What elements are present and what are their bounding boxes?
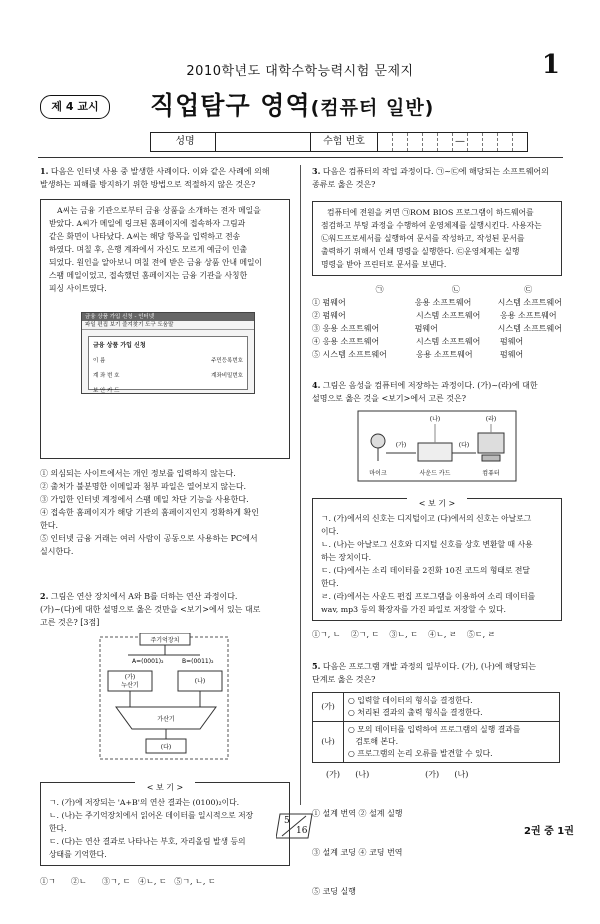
q3-cell: 시스템 소프트웨어 (416, 311, 481, 320)
q3-choice-row[interactable] (312, 348, 562, 361)
question-2 (40, 590, 290, 629)
q3-box-line: 점검하고 부팅 과정을 수행하여 운영체제를 실행시킨다. 사용자는 (321, 221, 542, 230)
q3-stem-1: 다음은 컴퓨터의 작업 과정이다. ㉠~㉢에 해당되는 소프트웨어의 (322, 167, 549, 176)
q3-head: ㉢ (524, 285, 533, 294)
q2-bogi-item: ㄷ. (다)는 연산 결과로 나타나는 부호, 자리올림 발생 등의 (49, 837, 246, 846)
q3-column-heads (312, 284, 562, 296)
exam-no-cell[interactable] (393, 133, 408, 151)
q3-box-line: 명령을 받아 프린터로 문서를 보낸다. (321, 260, 447, 269)
q4-number: 4. (312, 380, 321, 390)
q4-stem-1: 그림은 음성을 컴퓨터에 저장하는 과정이다. (가)~(라)에 대한 (322, 381, 538, 390)
accumulator-label: 누산기 (121, 682, 139, 689)
q1-box-line: 스팸 메일이었고, 접속했던 홈페이지는 금융 기관을 사칭한 (49, 271, 248, 280)
q3-choice-row[interactable] (312, 335, 562, 348)
q1-box-line: 받았다. A씨가 메일에 링크된 홈페이지에 접속하자 그림과 (49, 219, 246, 228)
q1-choice[interactable]: 한다. (40, 521, 58, 530)
q4-bogi-item: 이다. (321, 527, 339, 536)
window-menu: 파일 편집 보기 즐겨찾기 도구 도움말 (82, 321, 254, 330)
q5-choices (312, 781, 562, 924)
adder-label: 가산기 (157, 716, 175, 723)
name-exam-bar (150, 132, 528, 152)
mic-caption: 마이크 (369, 470, 387, 477)
exam-no-label: 수험 번호 (310, 133, 378, 151)
question-4 (312, 379, 562, 405)
computer-caption: 컴퓨터 (482, 470, 500, 477)
q2-stem-3: 고른 것은? [3점] (40, 618, 100, 627)
q2-choices[interactable]: ①ㄱ ②ㄴ ③ㄱ, ㄷ ④ㄴ, ㄷ ⑤ㄱ, ㄴ, ㄷ (40, 877, 216, 886)
form-label-security: 보 안 카 드 (93, 388, 120, 394)
form-label-account: 계 좌 번 호 (93, 373, 120, 379)
subject-sub: (컴퓨터 일반) (310, 97, 435, 119)
q5-choice-row[interactable]: ① 설계 번역 ② 설계 실행 (312, 809, 403, 818)
q3-cell: ① 펌웨어 (312, 298, 346, 307)
phishing-form (88, 336, 248, 394)
status-register-mark: (다) (160, 744, 172, 751)
q4-bogi-item: ㄹ. (라)에서는 사운드 편집 프로그램을 이용하여 소리 데이터를 (321, 592, 536, 601)
exam-no-cell[interactable] (483, 133, 498, 151)
q1-choices (40, 467, 290, 558)
form-label-id: 주민등록번호 (211, 358, 243, 364)
q3-cell: 응용 소프트웨어 (414, 298, 472, 307)
q3-cell: 응용 소프트웨어 (500, 311, 557, 320)
q3-cell: 응용 소프트웨어 (416, 350, 473, 359)
q4-bogi-item: ㄷ. (다)에서는 소리 데이터를 2진화 10진 코드의 형태로 전달 (321, 566, 530, 575)
page-number: 1 (541, 50, 560, 80)
form-label-name: 이 름 (93, 358, 106, 364)
exam-no-cell[interactable] (498, 133, 513, 151)
q3-cell: ② 펌웨어 (312, 311, 346, 320)
q3-box-line: ㉡워드프로세서를 실행하여 문서를 작성하고, 작성된 문서를 (321, 234, 525, 243)
header-rule (38, 157, 563, 158)
main-memory-label: 주기억장치 (150, 637, 180, 644)
exam-no-cell[interactable] (438, 133, 453, 151)
page-indicator (276, 812, 316, 840)
q5-na-line: ○ 모의 데이터를 입력하여 프로그램의 실행 결과를 (348, 725, 521, 734)
q3-cell: 시스템 소프트웨어 (497, 324, 562, 333)
name-field[interactable] (216, 133, 310, 151)
q2-bogi-item: ㄴ. (나)는 주기억장치에서 읽어온 데이터를 일시적으로 저장 (49, 811, 254, 820)
q5-table (312, 692, 560, 763)
q5-label-na: (나) (313, 722, 344, 763)
window-titlebar: 금융 상품 가입 신청 - 인터넷 (82, 313, 254, 321)
q5-stem-2: 단계로 옳은 것은? (312, 675, 376, 684)
q3-number: 3. (312, 166, 321, 176)
exam-no-cell[interactable] (408, 133, 423, 151)
q3-head: ㉡ (451, 285, 460, 294)
q1-browser-window (81, 312, 255, 394)
computer-icon (478, 433, 504, 453)
q4-choices[interactable]: ①ㄱ, ㄴ ②ㄱ, ㄷ ③ㄴ, ㄷ ④ㄴ, ㄹ ⑤ㄷ, ㄹ (312, 630, 496, 639)
q4-bogi-box (312, 498, 562, 621)
q2-bogi-item: 한다. (49, 824, 67, 833)
exam-no-cell[interactable] (468, 133, 483, 151)
q5-ga-line: ○ 처리된 결과의 출력 형식을 결정한다. (348, 708, 483, 717)
q5-stem-1: 다음은 프로그램 개발 과정의 일부이다. (가), (나)에 해당되는 (322, 662, 537, 671)
question-3 (312, 165, 562, 191)
q1-scenario-box (40, 199, 290, 459)
q3-stem-2: 종류로 옳은 것은? (312, 180, 376, 189)
q1-box-line: 되었다. 원인을 알아보니 며칠 전에 받은 금융 상품 안내 메일이 (49, 258, 263, 267)
q5-choice-head: (가) (나) (가) (나) (326, 770, 469, 779)
form-title: 금융 상품 가입 신청 (93, 342, 146, 349)
q1-number: 1. (40, 166, 49, 176)
q3-process-box (312, 201, 562, 276)
q1-choice[interactable]: ① 의심되는 사이트에서는 개인 정보를 입력하지 않는다. (40, 469, 236, 478)
form-label-pw: 계좌비밀번호 (211, 373, 243, 379)
q1-box-line: 하였다. 며칠 후, 은행 계좌에서 자신도 모르게 예금이 인출 (49, 245, 248, 254)
q4-bogi-title: < 보 기 > (407, 497, 467, 510)
exam-no-dash: — (453, 133, 468, 151)
q1-box-line: 피싱 사이트였다. (49, 284, 107, 293)
q2-stem-1: 그림은 연산 장치에서 A와 B를 더하는 연산 과정이다. (50, 592, 238, 601)
da-mark: (다) (458, 442, 470, 449)
microphone-icon (371, 434, 385, 448)
q3-choice-row[interactable] (312, 309, 562, 322)
q3-head: ㉠ (375, 285, 384, 294)
page-current: 5 (284, 816, 290, 826)
q2-bogi-box (40, 782, 290, 866)
q1-choice[interactable]: ④ 접속한 홈페이지가 해당 기관의 홈페이지인지 정확하게 확인 (40, 508, 259, 517)
accumulator-mark: (가) (124, 674, 136, 681)
q4-audio-diagram (312, 409, 562, 484)
q5-na-line: ○ 프로그램의 논리 오류를 발견할 수 있다. (348, 749, 493, 758)
question-5 (312, 660, 562, 686)
q2-number: 2. (40, 591, 49, 601)
q3-box-line: 컴퓨터에 전원을 켜면 ㉠ROM BIOS 프로그램이 하드웨어를 (327, 208, 534, 217)
q5-label-ga: (가) (313, 693, 344, 722)
q2-stem-2: (가)~(다)에 대한 설명으로 옳은 것만을 <보기>에서 있는 대로 (40, 605, 261, 614)
q2-bogi-item: 상태를 기억한다. (49, 850, 107, 859)
q3-cell: 펌웨어 (500, 337, 524, 346)
q3-cell: ④ 응용 소프트웨어 (312, 337, 380, 346)
value-a: A=(0001)₂ (132, 658, 164, 665)
q4-stem-2: 설명으로 옳은 것을 <보기>에서 고른 것은? (312, 394, 467, 403)
subject-main: 직업탐구 영역 (150, 91, 311, 120)
exam-no-cell[interactable] (513, 133, 527, 151)
name-label: 성명 (151, 133, 216, 151)
column-divider (300, 165, 301, 805)
q2-alu-diagram (40, 633, 290, 768)
sound-card-icon (418, 443, 452, 461)
q3-choices (312, 296, 562, 361)
q5-choice-row[interactable]: ⑤ 코딩 실행 (312, 887, 356, 896)
right-column (312, 165, 562, 924)
q1-choice[interactable]: ③ 가입한 인터넷 계정에서 스팸 메일 차단 기능을 사용한다. (40, 495, 249, 504)
page-total: 16 (296, 826, 308, 836)
value-b: B=(0011)₂ (182, 658, 214, 665)
q4-bogi-item: ㄴ. (나)는 아날로그 신호와 디지털 신호를 상호 변환할 때 사용 (321, 540, 533, 549)
q3-cell: 펌웨어 (414, 324, 438, 333)
q1-stem-2: 발생하는 피해를 방지하기 위한 방법으로 적절하지 않은 것은? (40, 180, 256, 189)
q3-box-line: 출력하기 위해서 인쇄 명령을 실행한다. ㉢운영체제는 실행 (321, 247, 520, 256)
q1-stem-1: 다음은 인터넷 사용 중 발생한 사례이다. 이와 같은 사례에 의해 (50, 167, 270, 176)
computer-icon (482, 455, 500, 461)
volume-label: 2권 중 1권 (524, 826, 574, 837)
q3-cell: ③ 응용 소프트웨어 (312, 324, 380, 333)
ga-mark: (가) (395, 442, 407, 449)
q4-bogi-item: 하는 장치이다. (321, 553, 372, 562)
q1-choice[interactable]: ② 출처가 불분명한 이메일과 첨부 파일은 열어보지 않는다. (40, 482, 247, 491)
q5-choice-row[interactable]: ③ 설계 코딩 ④ 코딩 번역 (312, 848, 403, 857)
sound-card-caption: 사운드 카드 (419, 470, 451, 477)
q3-cell: 펌웨어 (500, 350, 524, 359)
q3-choice-row[interactable] (312, 322, 562, 335)
q2-bogi-item: ㄱ. (가)에 저장되는 'A+B'의 연산 결과는 (0100)₂이다. (49, 798, 240, 807)
q2-bogi-title: < 보 기 > (135, 781, 195, 794)
q5-number: 5. (312, 661, 321, 671)
q4-bogi-item: wav, mp3 등의 확장자를 가진 파일로 저장할 수 있다. (321, 605, 506, 614)
na-mark: (나) (429, 416, 441, 423)
q4-bogi-item: ㄱ. (가)에서의 신호는 디지털이고 (다)에서의 신호는 아날로그 (321, 514, 532, 523)
q1-box-line: 같은 화면이 나타났다. A씨는 해당 항목을 입력하고 전송 (49, 232, 241, 241)
q5-ga-line: ○ 입력할 데이터의 형식을 결정한다. (348, 696, 473, 705)
left-column (40, 165, 290, 887)
q4-bogi-item: 한다. (321, 579, 339, 588)
register-mark: (나) (194, 678, 206, 685)
q3-cell: 시스템 소프트웨어 (416, 337, 481, 346)
q1-choice[interactable]: 실시한다. (40, 547, 74, 556)
q3-cell: ⑤ 시스템 소프트웨어 (312, 350, 387, 359)
period-badge: 제 4 교시 (40, 95, 110, 119)
exam-no-cell[interactable] (378, 133, 393, 151)
subject-title (150, 86, 434, 122)
exam-title: 2010학년도 대학수학능력시험 문제지 (186, 64, 414, 79)
q1-box-line: A씨는 금융 기관으로부터 금융 상품을 소개하는 전자 메일을 (57, 206, 261, 215)
q5-na-line: 검토해 본다. (348, 737, 399, 746)
q3-choice-row[interactable] (312, 296, 562, 309)
ra-mark: (라) (485, 416, 497, 423)
q3-cell: 시스템 소프트웨어 (497, 298, 562, 307)
exam-no-cell[interactable] (423, 133, 438, 151)
q1-choice[interactable]: ⑤ 인터넷 금융 거래는 여러 사람이 공동으로 사용하는 PC에서 (40, 534, 258, 543)
question-1 (40, 165, 290, 191)
